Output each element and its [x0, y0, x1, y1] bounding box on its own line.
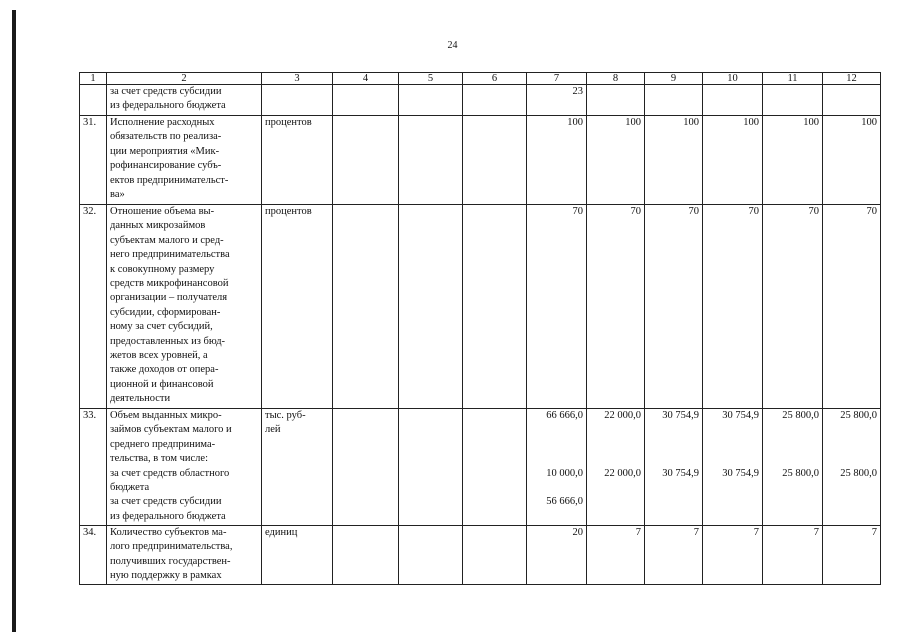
- value-cell: 70: [823, 205, 881, 409]
- value-cell: 30 754,9 30 754,9: [703, 409, 763, 526]
- value-cell: 7: [703, 526, 763, 585]
- col-header: 8: [587, 73, 645, 85]
- col-header: 2: [107, 73, 262, 85]
- table-row: [80, 526, 881, 585]
- unit-cell: процентов: [262, 116, 333, 205]
- value-cell: 66 666,0 10 000,0 56 666,0: [527, 409, 587, 526]
- value-cell: 70: [763, 205, 823, 409]
- col-header: 1: [80, 73, 107, 85]
- col-header: 10: [703, 73, 763, 85]
- value-cell: 100: [587, 116, 645, 205]
- value-cell: 25 800,0 25 800,0: [823, 409, 881, 526]
- table-row: [80, 85, 881, 116]
- value-cell: 25 800,0 25 800,0: [763, 409, 823, 526]
- value-cell: 7: [763, 526, 823, 585]
- value-cell: 7: [823, 526, 881, 585]
- table-row: [80, 409, 881, 526]
- unit-cell: процентов: [262, 205, 333, 409]
- value-cell: 100: [823, 116, 881, 205]
- table-row: [80, 205, 881, 409]
- indicator-name: Количество субъектов ма- лого предпринимательства, получивших государствен- ную поддержку в рамках: [107, 526, 262, 585]
- value-cell: 70: [645, 205, 703, 409]
- col-header: 6: [463, 73, 527, 85]
- value-cell: 100: [703, 116, 763, 205]
- table-row: [80, 116, 881, 205]
- scan-edge-bar: [12, 10, 16, 632]
- value-cell: 100: [645, 116, 703, 205]
- unit-cell: тыс. руб- лей: [262, 409, 333, 526]
- value-cell: 20: [527, 526, 587, 585]
- unit-cell: единиц: [262, 526, 333, 585]
- col-header: 4: [333, 73, 399, 85]
- col-header: 5: [399, 73, 463, 85]
- value-cell: 100: [763, 116, 823, 205]
- col-header: 11: [763, 73, 823, 85]
- value-cell: 23: [527, 85, 587, 116]
- value-cell: 7: [645, 526, 703, 585]
- row-index: 34.: [80, 526, 107, 585]
- page-number: 24: [447, 40, 458, 51]
- value-cell: 22 000,0 22 000,0: [587, 409, 645, 526]
- row-index: 31.: [80, 116, 107, 205]
- indicator-name: Исполнение расходных обязательств по реализа- ции мероприятия «Мик- рофинансирование субъ- ектов предпринимательст- ва»: [107, 116, 262, 205]
- header-row: [80, 73, 881, 85]
- indicator-name: за счет средств субсидии из федерального бюджета: [107, 85, 262, 116]
- indicators-table: [79, 72, 881, 585]
- col-header: 3: [262, 73, 333, 85]
- value-cell: 70: [587, 205, 645, 409]
- indicator-name: Отношение объема вы- данных микрозаймов субъектам малого и сред- него предпринимательства к совокупному размеру средств микрофинансовой организации – получателя субсидии, сформирован- ному за счет субсидий, предоставленных из бюд- жетов всех уровней, а также доходов от опера- ционной и финансовой деятельности: [107, 205, 262, 409]
- col-header: 7: [527, 73, 587, 85]
- value-cell: 70: [527, 205, 587, 409]
- value-cell: 100: [527, 116, 587, 205]
- value-cell: 70: [703, 205, 763, 409]
- row-index: 32.: [80, 205, 107, 409]
- indicator-name: Объем выданных микро- займов субъектам малого и среднего предпринима- тельства, в том числе: за счет средств областного бюджета за счет средств субсидии из федерального бюджета: [107, 409, 262, 526]
- row-index: 33.: [80, 409, 107, 526]
- value-cell: 30 754,9 30 754,9: [645, 409, 703, 526]
- col-header: 12: [823, 73, 881, 85]
- col-header: 9: [645, 73, 703, 85]
- value-cell: 7: [587, 526, 645, 585]
